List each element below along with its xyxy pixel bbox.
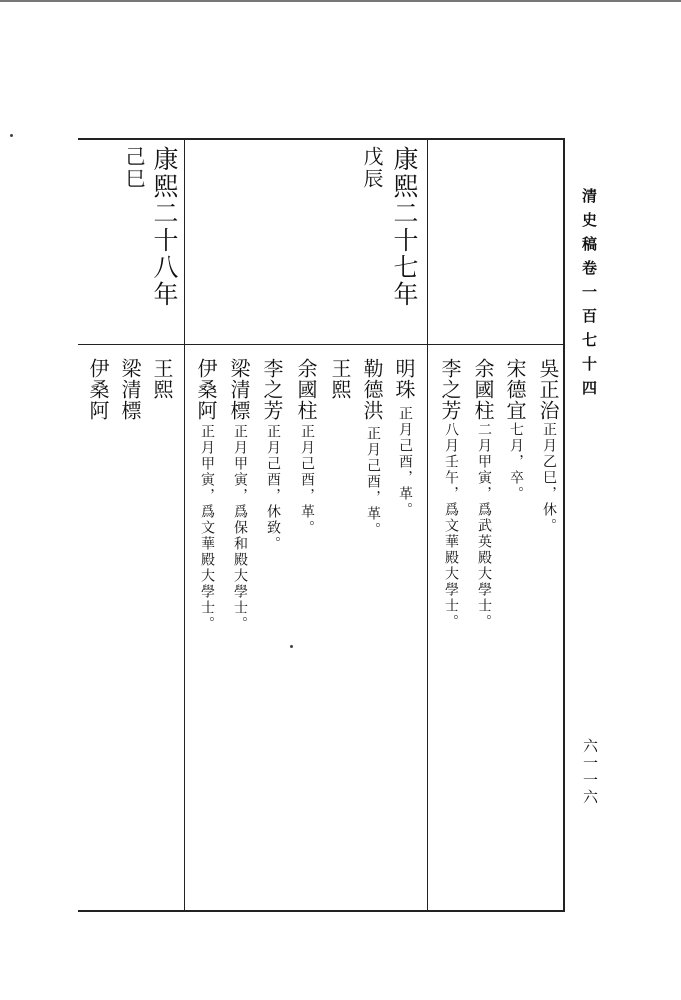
page-number: 六一一六 (581, 738, 599, 806)
year-cyclical-1: 戊辰 (360, 146, 384, 190)
scan-speck (10, 134, 13, 137)
table-right-rule (563, 138, 565, 912)
entry-note: 七月，卒。 (508, 422, 524, 502)
entry-name: 李之芳 (438, 358, 462, 421)
entry-name: 伊桑阿 (86, 358, 110, 421)
running-head: 清史稿卷一百七十四 (580, 188, 598, 404)
entry-name: 李之芳 (260, 358, 284, 421)
entry-name: 吳正治 (536, 358, 560, 421)
table-top-rule (78, 138, 565, 140)
entry-name: 王熙 (328, 358, 352, 400)
year-era-2: 康熙二十八年 (150, 146, 179, 308)
entry-name: 宋德宜 (503, 358, 527, 421)
top-border (0, 0, 681, 2)
entry-note: 正月己酉，休致。 (265, 424, 281, 552)
column-divider-2 (184, 138, 185, 910)
entry-note: 正月己酉，革。 (299, 424, 315, 536)
scan-speck (290, 645, 293, 648)
entry-name: 梁清標 (227, 358, 251, 421)
table-bottom-rule (78, 910, 565, 912)
entry-note: 正月甲寅，爲文華殿大學士。 (199, 424, 215, 632)
column-divider-1 (427, 138, 428, 910)
entry-name: 伊桑阿 (194, 358, 218, 421)
entry-name: 勒德洪 (360, 358, 384, 421)
year-era-1: 康熙二十七年 (390, 146, 419, 308)
entry-note: 正月甲寅，爲保和殿大學士。 (232, 424, 248, 632)
entry-note: 二月甲寅，爲武英殿大學士。 (476, 422, 492, 630)
entry-name: 余國柱 (471, 358, 495, 421)
entry-name: 王熙 (150, 358, 174, 400)
entry-name: 梁清標 (118, 358, 142, 421)
entry-name: 明珠 (392, 358, 416, 400)
row-separator (78, 344, 565, 345)
entry-note: 正月己酉，革。 (365, 426, 381, 538)
entry-name: 余國柱 (294, 358, 318, 421)
entry-note: 正月乙巳，休。 (541, 422, 557, 534)
entry-note: 正月己酉，革。 (397, 406, 413, 518)
year-cyclical-2: 己巳 (122, 146, 146, 190)
entry-note: 八月壬午，爲文華殿大學士。 (443, 422, 459, 630)
